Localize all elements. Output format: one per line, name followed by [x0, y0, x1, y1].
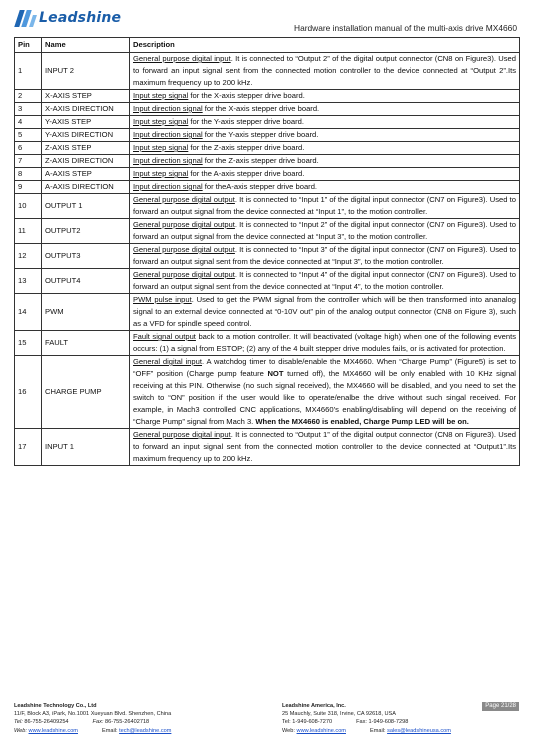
pin-description-cell [130, 155, 520, 168]
pin-description-cell [130, 244, 520, 269]
footer-company-usa: Leadshine America, Inc. [282, 703, 346, 709]
description-text: . It is connected to “Output 1” of the digital output connector (CN8 on Figure3). Used to forward an input signal sent from the connected motion controller to the device connected at “Output1”.Its maximum frequency up to 200 kHz. [133, 430, 516, 463]
table-row [15, 116, 520, 129]
footer-phone-usa: Tel: 1-949-608-7270 Fax: 1-949-608-7298 [282, 719, 409, 726]
footer-contact-china: Web: www.leadshine.com Email: tech@leadshine.com [14, 727, 172, 734]
description-lead-term: General purpose digital input [133, 430, 231, 439]
table-row [15, 356, 520, 429]
description-text: . It is connected to “Output 2” of the digital output connector (CN8 on Figure3). Used to forward an input signal sent from the connected motion controller to the device connected at “Output 2”.Its maximum frequency up to 200 kHz. [133, 54, 516, 87]
pin-description-cell [130, 429, 520, 466]
pin-number-cell: 13 [15, 269, 42, 294]
description-text: back to a motion controller. It will beactivated (voltage high) when one of the following events occurs: (1) a signal from ESTOP; (2) any of the 4 built stepper drive modules fails, or is activated for protection. [133, 332, 516, 353]
table-row [15, 181, 520, 194]
pin-name-cell: INPUT 1 [42, 429, 130, 466]
description-lead-term: General purpose digital output [133, 245, 235, 254]
footer-web-link-china[interactable]: www.leadshine.com [28, 727, 78, 734]
leadshine-logo [14, 8, 121, 28]
pin-number-cell: 1 [15, 53, 42, 90]
brand-name: Leadshine [39, 10, 122, 26]
description-lead-term: Input direction signal [133, 182, 203, 191]
footer-contact-usa: Web: www.leadshine.com Email: sales@leadshineusa.com [282, 727, 451, 734]
description-text: . It is connected to “Input 1” of the digital input connector (CN7 on Figure3). Used to forward an output signal from the device connected at “Input 1”, to the motion controller. [133, 195, 516, 216]
footer-address-usa: 25 Mauchly, Suite 318, Irvine, CA 92618, USA [282, 711, 397, 718]
description-lead-term: Input step signal [133, 117, 189, 126]
description-text: turned off), the MX4660 will be only enabled with 10 KHz signal receiving at this PIN. Otherwise (no such signal received), the MX4660 will be disabled, and you need to set the switch to “ON” position if the user would like to operate/enalbe the drive without such singal received. For example, in Mach3 controlled CNC applications, MX4660’s enabling/disabling will depend on the receiving of “Charge Pump” signal from Mach 3. [133, 369, 516, 426]
pin-description-cell [130, 181, 520, 194]
pin-name-cell: X-AXIS STEP [42, 90, 130, 103]
pin-description-cell [130, 90, 520, 103]
pin-number-cell: 17 [15, 429, 42, 466]
pin-description-cell [130, 168, 520, 181]
description-lead-term: Input direction signal [133, 104, 203, 113]
pin-name-cell: A-AXIS STEP [42, 168, 130, 181]
pin-name-cell: FAULT [42, 331, 130, 356]
pin-number-cell: 12 [15, 244, 42, 269]
description-text: . A watchdog timer to disable/enable the MX4660. When “Charge Pump” (Figure5) is set to “OFF” position (Charge pump feature [133, 357, 517, 378]
pin-description-cell [130, 129, 520, 142]
pin-number-cell: 6 [15, 142, 42, 155]
pin-name-cell: PWM [42, 294, 130, 331]
table-header-row [15, 38, 520, 53]
column-header-name: Name [42, 38, 130, 53]
pin-description-cell [130, 103, 520, 116]
table-row [15, 142, 520, 155]
page-number-badge: Page 21/28 [482, 702, 519, 711]
description-text: for theA-axis stepper drive board. [202, 182, 318, 191]
pin-number-cell: 11 [15, 219, 42, 244]
pin-number-cell: 8 [15, 168, 42, 181]
footer-address-china: 11/F, Block A3, iPark, No.1001 Xueyuan Blvd. Shenzhen, China [14, 711, 172, 718]
description-text: . It is connected to “Input 4” of the digital input connector (CN7 on Figure3). Used to forward an output signal sent from the device connected at “Input 4”, to the motion controller. [133, 270, 516, 291]
pin-description-cell [130, 116, 520, 129]
description-text: for the Y-axis stepper drive board. [188, 117, 304, 126]
table-row [15, 269, 520, 294]
document-title: Hardware installation manual of the multi-axis drive MX4660 [294, 23, 517, 33]
pin-name-cell: Y-AXIS STEP [42, 116, 130, 129]
description-text: for the X-axis stepper drive board. [202, 104, 320, 113]
description-text: . It is connected to “Input 2” of the digital input connector (CN7 on Figure3). Used to forward an output signal from the device connected at “Input 3”, to the motion controller. [133, 220, 516, 241]
pin-name-cell: Y-AXIS DIRECTION [42, 129, 130, 142]
pin-name-cell: Z-AXIS STEP [42, 142, 130, 155]
pin-name-cell: CHARGE PUMP [42, 356, 130, 429]
footer-email-link-china[interactable]: tech@leadshine.com [119, 727, 172, 734]
description-lead-term: Input step signal [133, 143, 189, 152]
table-row [15, 53, 520, 90]
pin-number-cell: 9 [15, 181, 42, 194]
description-text: for the X-axis stepper drive board. [188, 91, 305, 100]
table-row [15, 194, 520, 219]
footer-phone-china: Tel: 86-755-26409254 Fax: 86-755-26402718 [14, 719, 150, 726]
pin-number-cell: 4 [15, 116, 42, 129]
description-lead-term: General digital input [133, 357, 202, 366]
description-lead-term: Input step signal [133, 91, 189, 100]
description-lead-term: General purpose digital output [133, 270, 235, 279]
footer-usa-office [282, 702, 451, 735]
pin-number-cell: 2 [15, 90, 42, 103]
table-row [15, 129, 520, 142]
column-header-description: Description [130, 38, 520, 53]
footer-web-link-usa[interactable]: www.leadshine.com [296, 727, 346, 734]
table-row [15, 168, 520, 181]
footer-company-china: Leadshine Technology Co., Ltd [14, 703, 97, 709]
table-row [15, 429, 520, 466]
pin-number-cell: 15 [15, 331, 42, 356]
pin-description-cell [130, 53, 520, 90]
table-row [15, 90, 520, 103]
page-footer [14, 702, 519, 748]
table-row [15, 294, 520, 331]
pin-description-cell [130, 269, 520, 294]
description-text: . It is connected to “Input 3” of the digital input connector (CN7 on Figure3). Used to forward an output signal sent from the device connected at “Input 3”, to the motion controller. [133, 245, 516, 266]
pin-description-cell [130, 331, 520, 356]
table-row [15, 103, 520, 116]
pin-name-cell: INPUT 2 [42, 53, 130, 90]
pin-description-cell [130, 194, 520, 219]
description-lead-term: Input direction signal [133, 130, 203, 139]
description-lead-term: General purpose digital input [133, 54, 231, 63]
pin-description-cell [130, 219, 520, 244]
pin-number-cell: 10 [15, 194, 42, 219]
pin-name-cell: OUTPUT3 [42, 244, 130, 269]
description-lead-term: General purpose digital output [133, 195, 235, 204]
description-lead-term: Fault signal output [133, 332, 196, 341]
table-row [15, 244, 520, 269]
pin-description-table [14, 37, 520, 466]
description-lead-term: PWM pulse input [133, 295, 192, 304]
description-lead-term: General purpose digital output [133, 220, 235, 229]
pin-name-cell: X-AXIS DIRECTION [42, 103, 130, 116]
leadshine-logo-mark-icon [14, 10, 36, 27]
description-text: for the A-axis stepper drive board. [188, 169, 305, 178]
pin-number-cell: 3 [15, 103, 42, 116]
description-text: for the Z-axis stepper drive board. [188, 143, 305, 152]
description-lead-term: Input step signal [133, 169, 189, 178]
pin-number-cell: 14 [15, 294, 42, 331]
pin-name-cell: OUTPUT2 [42, 219, 130, 244]
footer-email-link-usa[interactable]: sales@leadshineusa.com [387, 727, 451, 734]
pin-name-cell: Z-AXIS DIRECTION [42, 155, 130, 168]
description-emphasis: When the MX4660 is enabled, Charge Pump LED will be on. [255, 417, 469, 426]
pin-number-cell: 16 [15, 356, 42, 429]
description-text: for the Z-axis stepper drive board. [202, 156, 319, 165]
description-text: for the Y-axis stepper drive board. [202, 130, 319, 139]
pin-name-cell: OUTPUT 1 [42, 194, 130, 219]
pin-description-cell [130, 356, 520, 429]
description-lead-term: Input direction signal [133, 156, 203, 165]
footer-china-office [14, 702, 171, 735]
description-text: . Used to get the PWM signal from the controller which will be then transformed into ananalog signal to an external device connected at “0-10V out” pin of the analog output connector (CN8 on Figure 3), such as a VFD for spindle speed control. [133, 295, 516, 328]
pin-number-cell: 7 [15, 155, 42, 168]
page-header [14, 8, 519, 38]
table-row [15, 331, 520, 356]
pin-description-cell [130, 142, 520, 155]
table-row [15, 155, 520, 168]
pin-name-cell: OUTPUT4 [42, 269, 130, 294]
pin-description-cell [130, 294, 520, 331]
pin-name-cell: A-AXIS DIRECTION [42, 181, 130, 194]
column-header-pin: Pin [15, 38, 42, 53]
pin-number-cell: 5 [15, 129, 42, 142]
description-emphasis: NOT [267, 369, 284, 378]
table-row [15, 219, 520, 244]
